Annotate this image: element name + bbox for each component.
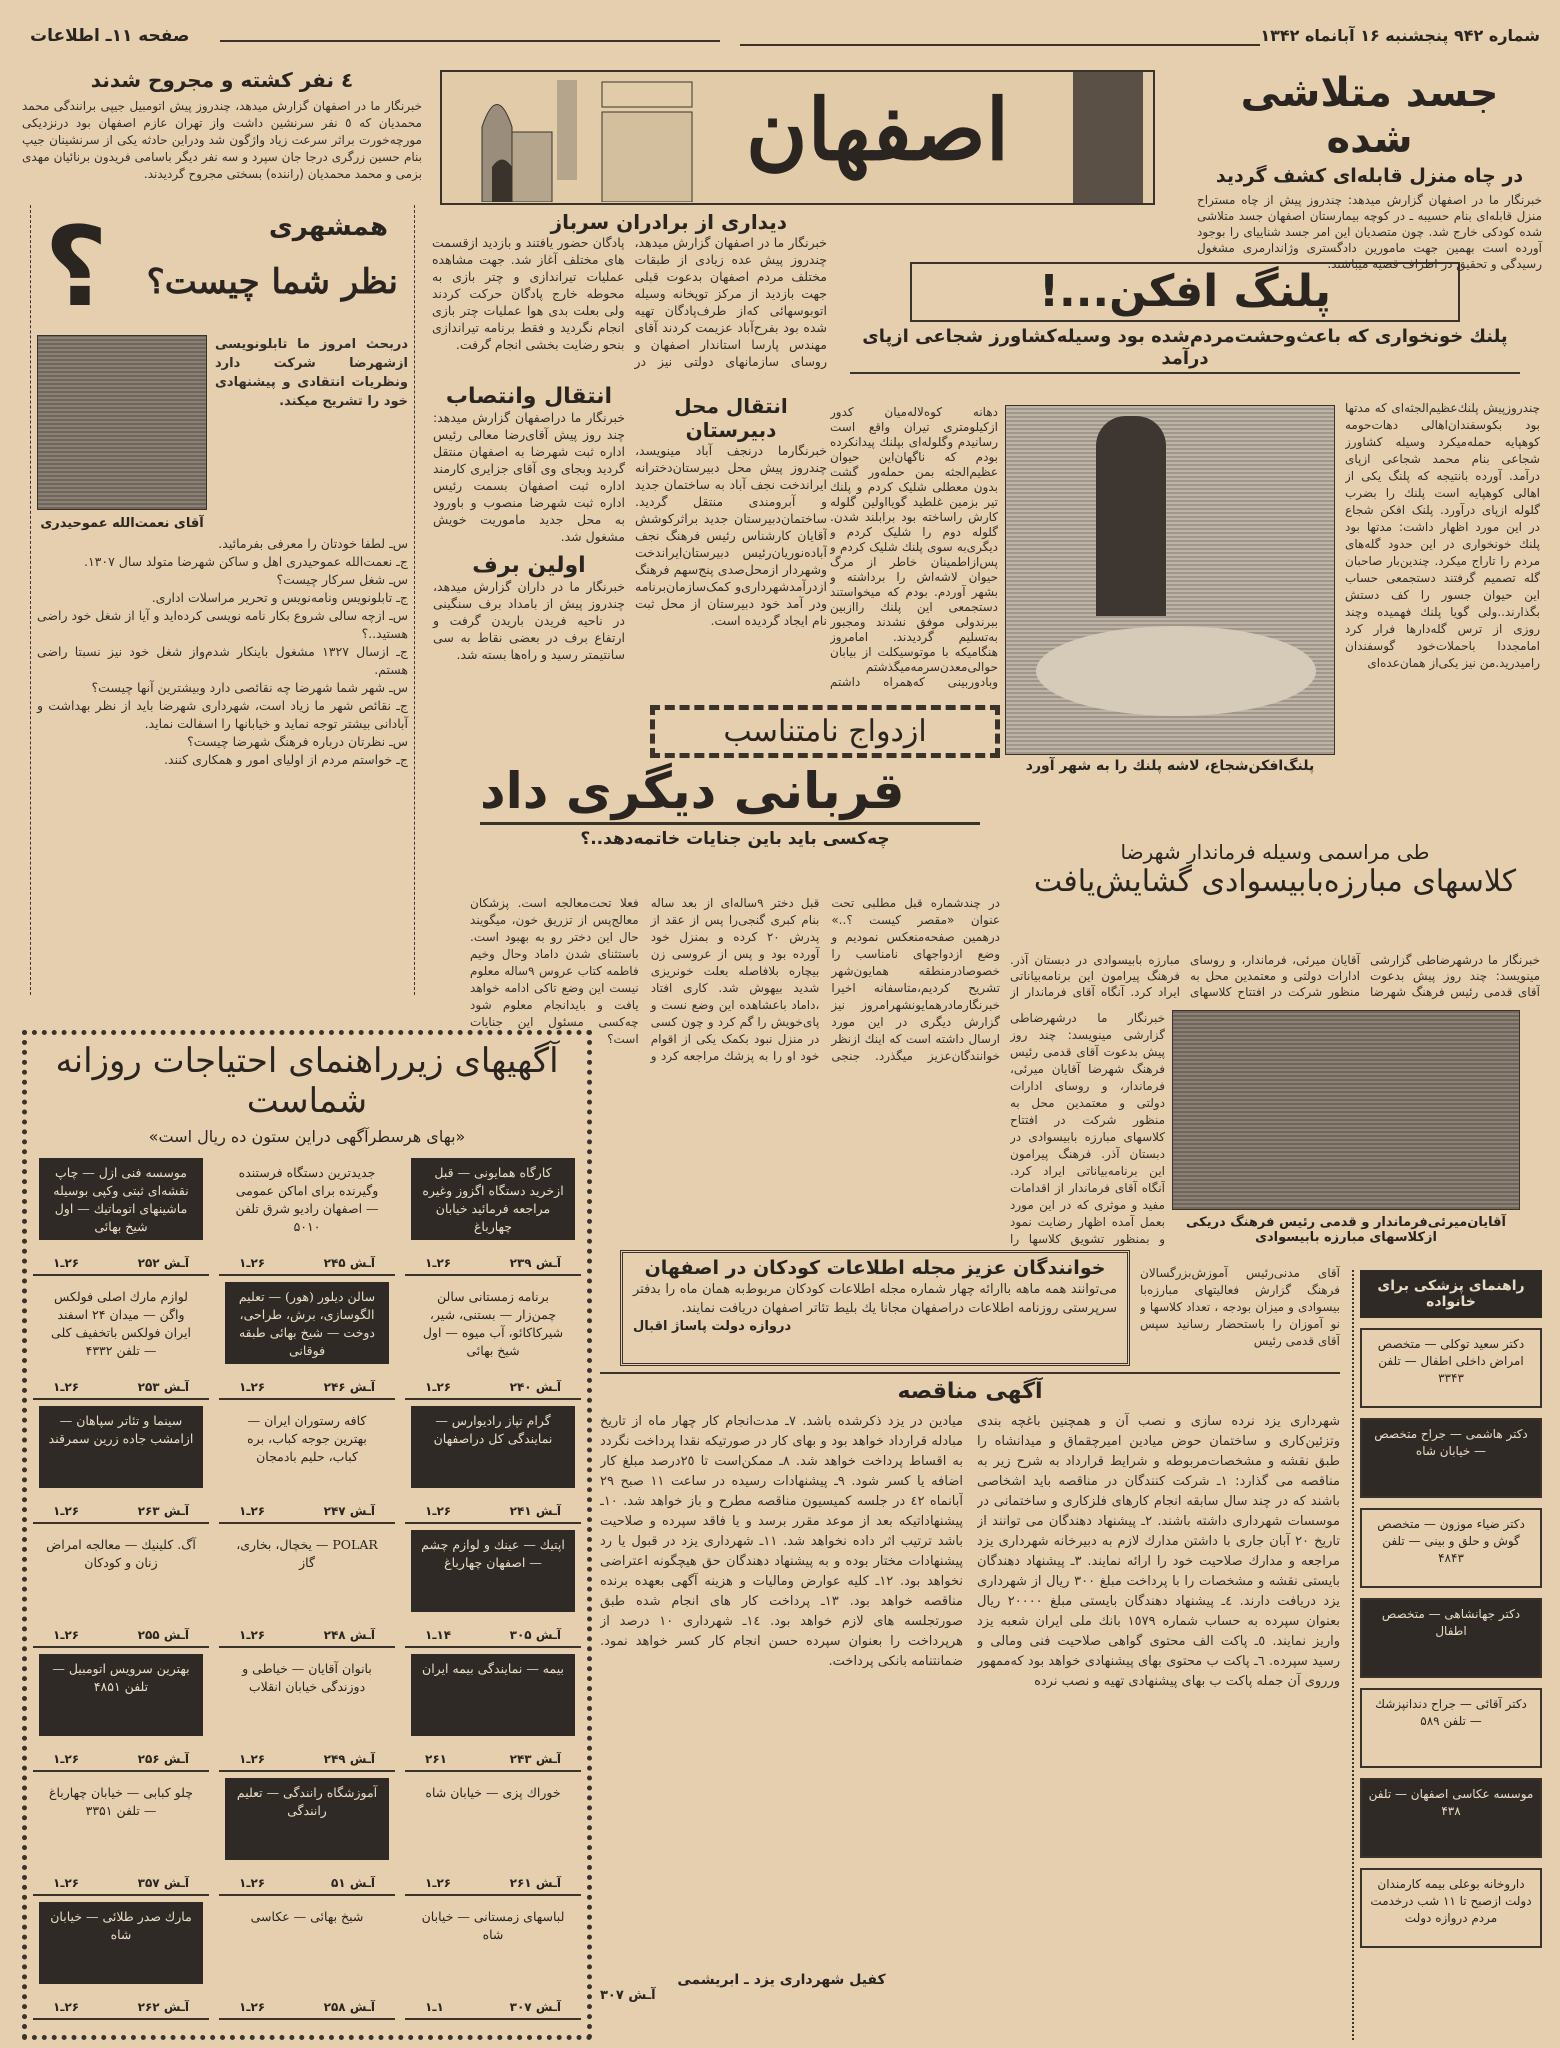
transfer-text: خبرنگار ما دراصفهان گزارش میدهد: چند روز پیش آقای‌رضا معالی رئیس اداره ثبت شهرضا به اصفهان منتقل گردید وبجای وی آقای جزایری کارمند اداره ثبت اصفهان بسمت رئیس اداره ثبت شهرضا منصوب و باورود به محل جدید ماموریت خویش مشغول شد. (433, 410, 625, 544)
ad-code: آـش ۲۵۶ (137, 1752, 189, 1766)
ad-code: آـش ۵۱ (330, 1876, 375, 1890)
ad-date: ۲۶ـ۱ (239, 1876, 266, 1890)
ad-code: آـش ۲۵۵ (137, 1628, 189, 1642)
literacy-story (1010, 840, 1540, 900)
classified-ad (33, 1772, 209, 1896)
ad-code: آـش ۲۴۹ (323, 1752, 375, 1766)
leopard-photo-caption: پلنگ‌افکن‌شجاع، لاشه پلنك را به شهر آورد (1025, 758, 1315, 774)
opinion-column (30, 205, 415, 995)
literacy-text2: آقای مدنی‌رئیس آموزش‌بزرگسالان فرهنگ گزارش فعالیتهای مبارزه‌با بیسوادی و میزان بودجه ، تعداد کلاسها و نو آموزان را باستحضار رسانید سپس آقای قدمی رئیس (1140, 1266, 1340, 1348)
issue-info: شماره ۹۴۲ پنجشنبه ۱۶ آبانماه ۱۳۴۲ (1260, 26, 1540, 45)
story-body-found (1197, 70, 1542, 272)
subhead: چه‌کسی باید باین جنایات خاتمه‌دهد..؟ (580, 829, 890, 849)
classified-ad (405, 1896, 581, 2020)
ad-date: ۲۶ـ۱ (239, 2000, 266, 2014)
headline: آگهی مناقصه (897, 1379, 1043, 1404)
ad-code: آـش ۲۴۶ (323, 1380, 375, 1394)
leopard-headline-box (910, 262, 1460, 322)
arrow-rule (480, 822, 980, 825)
ad-text: بانوان آقایان — خیاطی و دوزندگی خیابان انقلاب (242, 1661, 372, 1694)
qa-list (37, 535, 408, 769)
ad-code: آـش ۲۶۲ (137, 2000, 189, 2014)
snow-headline: اولین برف (472, 553, 586, 578)
school-headline: انتقال محل دبیرستان (674, 394, 788, 442)
ad-code: آـش ۳۰۷ (509, 2000, 561, 2014)
subhead: در چاه منزل قابله‌ای کشف گردید (1215, 165, 1524, 187)
article-text: خبرنگار ما در اصفهان گزارش میدهد: چندروز پیش از چاه مستراح منزل قابله‌ای بنام حسیبه ـ در کوچه بیمارستان اصفهان جسد متلاشی شده کودکی خارج شد. چون متصدیان این امر جسد شناییای را بوجود آورده است بهمین جهت مامورین دادگستری وژاندارمری مشغول رسیدگی و تحقیق در اطراف قضیه میباشند. (1197, 193, 1542, 271)
classified-ad (405, 1772, 581, 1896)
literacy-photo (1172, 1010, 1520, 1210)
ad-text: مارك صدر طلائی — خیابان شاه (39, 1902, 203, 1984)
ad-date: ۲۶ـ۱ (53, 1380, 80, 1394)
doctor-ad: دکتر آقائی — جراح دندانپزشك — تلفن ۵۸۹ (1360, 1688, 1542, 1768)
ad-date: ۲۶ـ۱ (239, 1752, 266, 1766)
ad-code: آـش ۲۳۹ (509, 1256, 561, 1270)
ad-date: ۲۶ـ۱ (239, 1380, 266, 1394)
headline: قربانی دیگری داد (480, 762, 905, 820)
masthead-title: اصفهان (745, 80, 1010, 179)
ad-text: خوراك پزی — خیابان شاه (425, 1785, 561, 1800)
ad-code: آـش ۲۴۸ (323, 1628, 375, 1642)
ad-text: کارگاه همایونی — قبل ازخرید دستگاه اگزوز وغیره مراجعه فرمائید خیابان چهارباغ (411, 1158, 575, 1240)
ad-code: آـش ۲۶۱ (509, 1876, 561, 1890)
headline: نظر شما چیست؟ (146, 262, 398, 302)
classified-ad (219, 1276, 395, 1400)
ad-text: آموزشگاه رانندگی — تعلیم رانندگی (225, 1778, 389, 1860)
ad-code: آـش ۲۴۵ (323, 1256, 375, 1270)
ad-date: ۲۶ـ۱ (239, 1256, 266, 1270)
marriage-text: در چندشماره قبل مطلبی تحت عنوان «مقصر کیست ؟..» درهمین صفحه‌منعکس نمودیم و وضع ازدواجهای نامناسب را خصوصا‌درمنطقه همایون‌شهر تشریح کردیم‌،متاسفانه اخیرا خبرنگارمادرهمایونشهرامروز نیز گزارش دیگری در این مورد ارسال داشته است که اینك از‌نظر خوانندگان‌عزیز میگذرد. جنجی قبل دختر ٩ساله‌ای از بعد ساله بنام کبری گنجی‌را پس از عقد از پدرش ٢٠ کرده و بمنزل خود آورده بود و پس از عروسی زن بیچاره بلافاصله بعلت خونریزی شدید بیهوش شد. کاری افتاد ،داماد باعشاهده این وضع نست و پای‌خویش را گم کرد و چون کسی در منزل نبود بکمک یکی از اقوام خود او را به پزشك مراجعه کرد و فعلا تحت‌معالجه است. پزشکان معالج‌پس از تزریق خون، میگویند حال این دختر رو به بهبود است. باستثنای شدن داماد وحال وخیم فاطمه کتاب عروس ٩ساله معلوم نیست این وضع تاکی ادامه خواهد یافت و بایدانجام معلوم شود چه‌کسی مسئول این جنایات است؟ (470, 896, 1000, 1063)
page-number: صفحه ۱۱ـ اطلاعات (30, 26, 190, 46)
tender-code: آـش ۳۰۷ (600, 1988, 656, 2003)
ad-date: ۱ـ۱ (425, 2000, 444, 2014)
doctor-ad: دکتر جهانشاهی — متخصص اطفال (1360, 1598, 1542, 1678)
ad-date: ۲۶ـ۱ (425, 1256, 452, 1270)
headline: پلنگ افکن...! (1038, 266, 1332, 317)
ad-code: آـش ۳۰۵ (509, 1628, 561, 1642)
qa-item: س‌ـ ازچه سالی شروع بکار نامه نویسی کرده‌اید و آیا از شغل خود راضی هستید..؟ (37, 608, 408, 641)
ad-text: اپتیك — عینك و لوازم چشم — اصفهان چهارباغ (411, 1530, 575, 1612)
literacy-photo-caption: آقایان‌میرئی‌فرماندار و قدمی رئیس فرهنگ دریکی ازکلاسهای مبارزه بابیسوادی (1185, 1215, 1506, 1245)
qa-item: س‌ـ نظرتان درباره فرهنگ شهرضا چیست؟ (187, 734, 408, 749)
marriage-story (470, 705, 1000, 849)
qa-item: ج‌ـ ازسال ۱۳۲۷ مشغول باینکار شدم‌واز شغل خود نیز نسبتا راضی هستم. (37, 644, 408, 677)
kids-magazine-notice (620, 1250, 1130, 1366)
classified-ads (22, 1030, 592, 2040)
ad-date: ۲۶۱ (425, 1752, 447, 1766)
soldiers-headline: دیداری از برادران سرباز (550, 210, 787, 234)
classified-ad (33, 1400, 209, 1524)
kicker: ازدواج نامتناسب (723, 714, 927, 749)
portrait-photo (37, 335, 207, 510)
ads-subtitle: «بهای هرسطرآگهی دراین ستون ده ریال است» (148, 1127, 466, 1146)
classified-ad (33, 1524, 209, 1648)
ad-code: آـش ۲۴۷ (323, 1504, 375, 1518)
ad-text: شیخ بهائی — عکاسی (250, 1909, 364, 1924)
qa-item: س‌ـ شهر شما شهرضا چه نقائصی دارد وبیشترین آنها چیست؟ (91, 680, 408, 695)
ads-title: آگهیهای زیرراهنمای احتیاجات روزانه شماست (55, 1041, 559, 1121)
qa-item: س‌ـ شغل سرکار چیست؟ (276, 572, 408, 587)
ad-text: گرام تپاز رادیوارس — نمایندگی کل دراصفهان (411, 1406, 575, 1488)
ad-code: آـش ۲۴۰ (509, 1380, 561, 1394)
ad-date: ۲۶ـ۱ (239, 1628, 266, 1642)
classified-ad (219, 1648, 395, 1772)
ad-code: آـش ۲۴۱ (509, 1504, 561, 1518)
ad-date: ۲۶ـ۱ (53, 1256, 80, 1270)
classified-ad (33, 1276, 209, 1400)
ad-date: ۲۶ـ۱ (425, 1504, 452, 1518)
ad-text: چلو کبابی — خیابان چهارباغ — تلفن ۳۳۵۱ (48, 1785, 193, 1818)
qa-item: ج‌ـ تابلونویس ونامه‌نویس و تحریر مراسلات اداری. (151, 590, 408, 605)
literacy-text: خبرنگار ما درشهرضا‌طی گزارشی مینویسد: چند روز پیش بدعوت آقای قدمی رئیس فرهنگ شهرضا آقایان میرئی، فرماندار، و روسای ادارات دولتی و معتمدین محل به منظور شرکت در افتتاح کلاسهای مبارزه بابیسوادی در دبستان آذر. فرهنگ پیرامون این برنامه‌بیاناتی ایراد کرد. آنگاه آقای فرماندار از (1010, 953, 1540, 999)
tender-signature: کفیل شهرداری یزد ـ ابریشمی (677, 1972, 886, 1988)
ad-text: لوازم مارك اصلی فولکس واگن — میدان ۲۴ اسفند ایران فولکس باتخفیف کلی — تلفن ۴۳۳۲ (51, 1289, 191, 1358)
classified-ad (33, 1648, 209, 1772)
ad-date: ۱۴ـ۱ (425, 1628, 452, 1642)
tender-text-right: شهرداری یزد نرده سازی و نصب آن و همچنین باغچه بندی وتزئین‌کاری و ساختمان حوض میادین امیرچقماق و میدانشاه را طبق نقشه و مشخصات‌مربوطه و شرایط قرارداد به شرح زیر به مناقصه می گذارد: ١ـ شرکت کنندگان در مناقصه باید اشخاصی باشند که در چند سال سابقه انجام کارهای فلزکاری و ساختمانی در موسسات شهرداری داشته باشند. ٢ـ پیشنهاد دهندگان می توانند از تاریخ ٢٠ آبان جاری با داشتن مدارك لازم به دبیرخانه شهرداری یزد مراجعه و مدارك صلاحیت خود را ارائه نمایند. ٣ـ پیشنهاد دهندگان بایستی نقشه و مشخصات را با پرداخت مبلغ ٣٠٠ ریال از شهرداری یزد دریافت دارند. ٤ـ پیشنهاد دهندگان بایستی مبلغ ٢٠٠٠٠ ریال بعنوان سپرده به حساب شماره ١٥٧٩ بانك ملی ایران شعبه یزد واریز نمایند. ٥ـ پاکت الف محتوی گواهی صلاحیت فنی ومالی و رسید سپرده. ٦ـ پاکت ب محتوی بهای پیشنهادی خواهد بود که‌ممهور ورروی آن جمله پاکت ب بهای پیشنهادی تهیه و نصب نرده (977, 1414, 1340, 1689)
ad-date: ۲۶ـ۱ (239, 1504, 266, 1518)
ad-date: ۲۶ـ۱ (425, 1380, 452, 1394)
ad-text: کافه رستوران ایران — بهترین جوجه کباب، بره کباب، حلیم بادمجان (247, 1413, 367, 1464)
intro-text: دربحث امروز ما تابلونویسی ازشهرضا شرکت دارد ونظریات انتقادی و پیشنهادی خود را تشریح میکند. (215, 337, 408, 409)
directory-title: راهنمای پزشکی برای خانواده (1360, 1270, 1542, 1318)
ad-code: آـش ۲۵۲ (137, 1256, 189, 1270)
ad-text: جدیدترین دستگاه فرستنده وگیرنده برای اماکن عمومی — اصفهان رادیو شرق تلفن ۵۰۱۰ (235, 1165, 379, 1234)
ad-code: آـش ۲۵۸ (323, 2000, 375, 2014)
ad-text: آگ. کلینیك — معالجه امراض زنان و کودکان (46, 1537, 196, 1570)
mosque-illustration-icon (442, 72, 702, 202)
headline: ٤ نفر کشته و مجروح شدند (90, 68, 354, 92)
classified-ad (33, 1896, 209, 2020)
masthead (440, 70, 1155, 205)
subhead: پلنك خونخواری که باعث‌وحشت‌مردم‌شده بود وسیله‌کشاورز شجاعی ازپای درآمد (850, 326, 1520, 374)
doctor-ad: دکتر هاشمی — جراح متخصص — خیابان شاه (1360, 1418, 1542, 1498)
headline: کلاسهای مبارزه‌بابیسوادی گشایش‌یافت (1033, 864, 1517, 899)
classified-ad (219, 1524, 395, 1648)
school-text: خبرنگارما درنجف آباد مینویسد، چندروز پیش محل دبیرستان‌دخترانه ایراندخت نجف آباد به ساختمان جدید و آبرومندی منتقل گردید. ساختمان‌دبیرستان جدید براثرکوشش آقایان کارشناس رئیس فرهنگ نجف آباد‌ه‌نوریان‌رئیس دبیرستان‌ایراندخت وشهردار ازمحل‌صدی پنج‌سهم فرهنگ ازدرآمدشهرداری‌و کمک‌سازمان‌برنامه ودر آمد خود دبیرستان از محل ثبت نام ایجاد گردیده است. (635, 443, 827, 628)
notice-text: می‌توانند همه ماهه باارائه چهار شماره مجله اطلاعات کودکان مربوط‌به همان ماه را بدفتر سرپرستی روزنامه اطلاعات دراصفهان مجانا یك بلیط تئاتر اصفهان دریافت نمایند. (633, 1282, 1117, 1316)
question-mark-icon: ؟ (44, 205, 108, 331)
ad-text: موسسه فنی ازل — چاپ نقشه‌ای ثبتی وکپی بوسیله ماشینهای اتوماتیك — اول شیخ بهائی (39, 1158, 203, 1240)
classified-ad (219, 1152, 395, 1276)
ad-text: سالن دیلور (هور) — تعلیم الگوسازی، برش، طراحی، دوخت — شیخ بهائی طبقه فوقانی (225, 1282, 389, 1364)
ad-date: ۲۶ـ۱ (53, 1752, 80, 1766)
ad-text: بیمه — نمایندگی بیمه ایران (411, 1654, 575, 1736)
kicker-box (650, 705, 1000, 758)
ad-text: POLAR — یخچال، بخاری، گاز (236, 1537, 378, 1570)
ads-grid (33, 1152, 581, 2020)
ad-text: بهترین سرویس اتومبیل — تلفن ۴۸۵۱ (39, 1654, 203, 1736)
leopard-text-mid: دهانه کوه‌لاله‌میان کدور ازکیلومتری تیران واقع است رسانیدم وگلوله‌ای بپلنك پیدانکرده بودم که ناگهان‌این حیوان عظیم‌الجثه بمن حمله‌ور گشت بدون معطلی شلیک کردم و پلنك تیر بزمین غلطید گویا‌اولین گلوله کارش راساخته بود برابلند شدن. گلوله دوم را شلیک کردم و دیگری‌به سوی پلنك شلیک کردم و پس‌ازاطمینان خاطر از مرگ حیوان لاشه‌اش را برداشته و بشهر آوردم. بودم که میخواستند دستجمعی این پلنك راازبین ببرندولی موفق نشدند ومجبور به‌تسلیم گردیدند. امامروز هنگامیکه با موتوسیکلت از بیابان حوالی‌معدن‌سرمه‌میگذشتم وبادوربینی که‌همراه داشتم (830, 405, 998, 689)
leopard-story (830, 262, 1540, 374)
classified-ad (405, 1648, 581, 1772)
qa-item: ج‌ـ نقائص شهر ما زیاد است، شهرداری شهرضا باید از نظر بهداشت و آبادانی بیشتر توجه نماید و خیابانها را اسفالت نماید. (37, 698, 408, 731)
ad-code: آـش ۲۶۳ (137, 1504, 189, 1518)
classified-ad (219, 1896, 395, 2020)
ad-text: برنامه زمستانی سالن چمن‌زار — بستنی، شیر، شیرکاکائو، آب میوه — اول شیخ بهائی (422, 1289, 564, 1358)
headline: خوانندگان عزیز مجله اطلاعات کودکان در اصفهان (644, 1257, 1106, 1279)
ad-date: ۲۶ـ۱ (53, 2000, 80, 2014)
tender-text-left: میادین در یزد ذکرشده باشد. ٧ـ مدت‌انجام کار چهار ماه از تاریخ مبادله قرارداد خواهد بود و بهای کار در صورتیکه نقدا پرداخت نگردد به اقساط پرداخت خواهد شد. ٨ـ ممکن‌است تا ٢٥درصد مبلغ کار اضافه یا کسر شود. ٩ـ پیشنهادات رسیده در ساعت ١١ صبح ٢٩ آبانماه ٤٢ در جلسه کمیسیون مناقصه مطرح و باز خواهد شد. ١٠ـ پیشنهاداتیکه بعد از موعد مقرر برسد و یا فاقد سپرده و صلاحیت باشد ترتیب اثر داده نخواهد شد. ١١ـ شهرداری یزد در قبول یا رد پیشنهادات مختار بوده و به پیشنهاد دهندگان حق هیچگونه اعتراضی نخواهد بود. ١٢ـ کلیه عوارض ومالیات و هزینه آگهی بعهده برنده مناقصه خواهد بود. ١٣ـ پرداخت کار های انجام شده طبق صورتجلسه های لازم خواهد بود. ١٤ـ شهرداری ١٠ درصد از هرپرداخت را بعنوان سپرده حسن انجام کار کسر خواهد نمود. ضمانتنامه بانکی پرداخت. (600, 1414, 963, 1669)
doctor-ad: داروخانه بوعلی بیمه کارمندان دولت ازصبح تا ۱۱ شب درخدمت مردم دروازه دولت (1360, 1868, 1542, 1948)
classified-ad (405, 1276, 581, 1400)
kicker: همشهری (268, 212, 388, 242)
snow-text: خبرنگار ما در داران گزارش میدهد، چندروز پیش از بامداد برف سنگینی در ناحیه فریدن باریدن گرفت و ارتفاع برف در بعضی نقاط به سی سانتیمتر رسید و راه‌ها بسته شد. (433, 579, 625, 662)
ad-code: آـش ۳۵۷ (137, 1876, 189, 1890)
ad-text: لباسهای زمستانی — خیابان شاه (421, 1909, 565, 1942)
classified-ad (219, 1400, 395, 1524)
header-rule-right (740, 44, 1260, 46)
ad-code: آـش ۲۵۳ (137, 1380, 189, 1394)
middle-column (432, 210, 827, 695)
kicker: طی مراسمی وسیله فرماندار شهرضا (1120, 840, 1430, 864)
transfer-headline: انتقال وانتصاب (445, 384, 613, 409)
article-text: خبرنگار ما در اصفهان گزارش میدهد، چندروز پیش اتومبیل جیپی برانندگی محمد محمدیان که ٥ نفر سرنشین داشت واز تهران عازم اصفهان بود درنزدیکی مورچه‌خورت براثر سرعت زیاد واژگون شد ودراین حادثه یکی از سرنشینان جیپ بنام حسین زرگری درجا جان سپرد و سه نفر دیگر باسامی فریدون برنائیان مهدی بزمی و محمد محمدیان (راننده) بسختی مجروح گردیدند. (22, 99, 422, 181)
qa-item: ج‌ـ خواستم مردم از اولیای امور و همکاری کنند. (164, 752, 408, 767)
qa-item: س‌ـ لطفا خودتان را معرفی بفرمائید. (218, 536, 408, 551)
qa-item: ج‌ـ نعمت‌الله عموحیدری اهل و ساکن شهرضا متولد سال ۱۳۰۷. (83, 554, 408, 569)
directory-list (1360, 1328, 1542, 1948)
classified-ad (405, 1524, 581, 1648)
ad-date: ۲۶ـ۱ (53, 1876, 80, 1890)
classified-ad (33, 1152, 209, 1276)
leopard-photo (1005, 405, 1335, 755)
classified-ad (405, 1400, 581, 1524)
leopard-text-right: چندروزپیش پلنك‌عظیم‌الجثه‌ای که مدتها بود بکوسفندان‌اهالی دهات‌حومه کوهپایه حمله‌میکرد وسیله کشاورز شجاعی بنام محمد شجاعی ازپای درآمد. آورده بانتیجه که پلنگ یکی از اهالی کوهپایه است پلنك را بضرب گلوله ازپای درآورد. پلنک افکن شجاع در این مورد اظهار داشت: مدتها بود پلنك خونخواری در این حدود گله‌های مردم را تاراج میکرد. چندین‌بار صاحبان گله تصمیم گرفتند دستجمعی حساب این حیوان جسور را کف دستش بگذارند..ولی گویا پلنك فهمیده وچند روزی از ترس گله‌دارها فرار کرد امامجددا باحملات‌خود گوسفندان رامیدرید.من نیز یکی‌از همان‌عده‌ای (1345, 401, 1540, 670)
tender-rule (600, 1372, 1340, 1374)
doctor-ad: دکتر ضیاء موزون — متخصص گوش و حلق و بینی — تلفن ۴۸۴۳ (1360, 1508, 1542, 1588)
ad-date: ۲۶ـ۱ (53, 1504, 80, 1518)
story-killed (22, 68, 422, 183)
notice-address: دروازه دولت پاساژ اقبال (633, 1319, 792, 1334)
classified-ad (405, 1152, 581, 1276)
doctor-ad: موسسه عکاسی اصفهان — تلفن ۴۳۸ (1360, 1778, 1542, 1858)
headline: جسد متلاشی شده (1240, 70, 1499, 162)
header-rule-left (220, 40, 720, 42)
literacy-text-cont: خبرنگار ما درشهرضا‌طی گزارشی مینویسد: چند روز پیش بدعوت آقای قدمی رئیس فرهنگ شهرضا آقایان میرئی، فرماندار، و روسای ادارات دولتی و معتمدین محل به منظور شرکت در افتتاح کلاسهای مبارزه بابیسوادی در دبستان آذر. فرهنگ پیرامون این برنامه‌بیاناتی ایراد کرد. آنگاه آقای فرماندار از اقدامات مفید و موثری که در این مورد بعمل آمده اظهار رضایت نمود و بمنظور تشویق کلاسها را (1010, 1011, 1165, 1246)
soldiers-text: خبرنگار ما در اصفهان گزارش میدهد، چندروز پیش عده زیادی از طبقات مختلف مردم اصفهان بدعوت قبلی جهت بازدید از مرکز توپخانه وسیله اتوبوسهائی که‌از طرف‌پادگان تهیه شده بود بفرح‌آباد عزیمت کردند آقای مهندس پارسا استاندار اصفهان و روسای سازمانهای دولتی نیز در پادگان حضور یافتند و بازدید ازقسمت های مختلف آغاز شد. جهت مشاهده عملیات تیراندازی و چتر بازی به محوطه خارج پادگان حرکت کردند ولی بعلت بدی هوا عملیات چتر بازی انجام نگردید و فقط برنامه تیراندازی بنحو رضایت بخشی انجام گرفت. (432, 235, 827, 369)
medical-directory (1352, 1270, 1542, 2040)
ad-date: ۲۶ـ۱ (53, 1628, 80, 1642)
doctor-ad: دکتر سعید توکلی — متخصص امراض داخلی اطفال — تلفن ۳۳۴۳ (1360, 1328, 1542, 1408)
ad-date: ۲۶ـ۱ (425, 1876, 452, 1890)
ornament-tile-icon (1073, 72, 1143, 203)
tender-notice (600, 1378, 1340, 2003)
photo-caption: آقای نعمت‌الله عموحیدری (40, 516, 204, 531)
ad-code: آـش ۲۴۳ (509, 1752, 561, 1766)
classified-ad (219, 1772, 395, 1896)
ad-text: سینما و تئاتر سپاهان — ازامشب جاده زرین سمرقند (39, 1406, 203, 1488)
